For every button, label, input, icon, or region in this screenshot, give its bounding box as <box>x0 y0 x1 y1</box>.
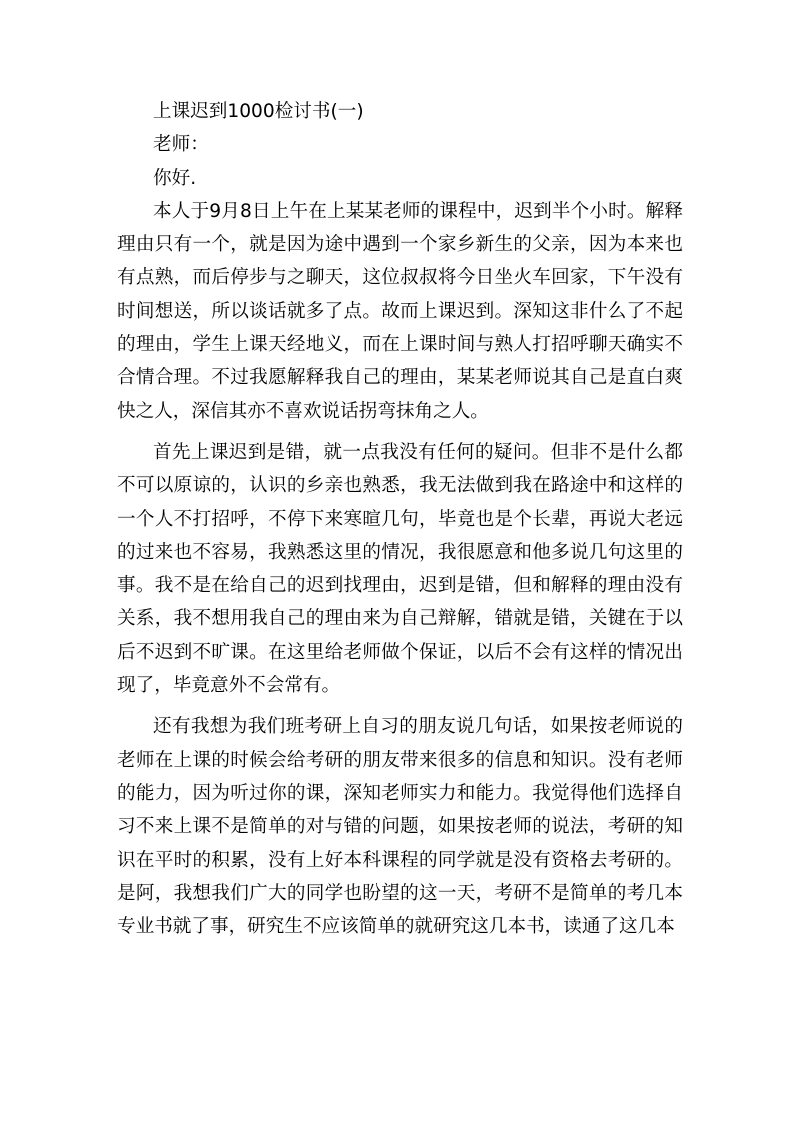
greeting: 你好. <box>153 167 197 189</box>
document-title: 上课迟到1000检讨书(一) <box>153 101 364 122</box>
paragraph-2: 首先上课迟到是错，就一点我没有任何的疑问。但非不是什么都不可以原谅的，认识的乡亲也熟悉，我无法做到我在路途中和这样的一个人不打招呼，不停下来寒暄几句，毕竟也是个长辈，再说大老远的过来也不容易，我熟悉这里的情况，我很愿意和他多说几句这里的事。我不是在给自己的迟到找理由，迟到是错，但和解释的理由没有关系，我不想用我自己的理由来为自己辩解，错就是错，关键在于以后不迟到不旷课。在这里给老师做个保证，以后不会有这样的情况出现了，毕竟意外不会常有。 <box>117 441 683 697</box>
document-body <box>117 95 683 943</box>
salutation: 老师： <box>153 134 209 156</box>
paragraph-1: 本人于9月8日上午在上某某老师的课程中，迟到半个小时。解释理由只有一个，就是因为途中遇到一个家乡新生的父亲，因为本来也有点熟，而后停步与之聊天，这位叔叔将今日坐火车回家，下午没有时间想送，所以谈话就多了点。故而上课迟到。深知这非什么了不起的理由，学生上课天经地义，而在上课时间与熟人打招呼聊天确实不合情合理。不过我愿解释我自己的理由，某某老师说其自己是直白爽快之人，深信其亦不喜欢说话拐弯抹角之人。 <box>117 200 683 422</box>
paragraph-3: 还有我想为我们班考研上自习的朋友说几句话，如果按老师说的老师在上课的时候会给考研的朋友带来很多的信息和知识。没有老师的能力，因为听过你的课，深知老师实力和能力。我觉得他们选择自习不来上课不是简单的对与错的问题，如果按老师的说法，考研的知识在平时的积累，没有上好本科课程的同学就是没有资格去考研的。是阿，我想我们广大的同学也盼望的这一天，考研不是简单的考几本专业书就了事，研究生不应该简单的就研究这几本书，读通了这几本 <box>117 716 683 938</box>
